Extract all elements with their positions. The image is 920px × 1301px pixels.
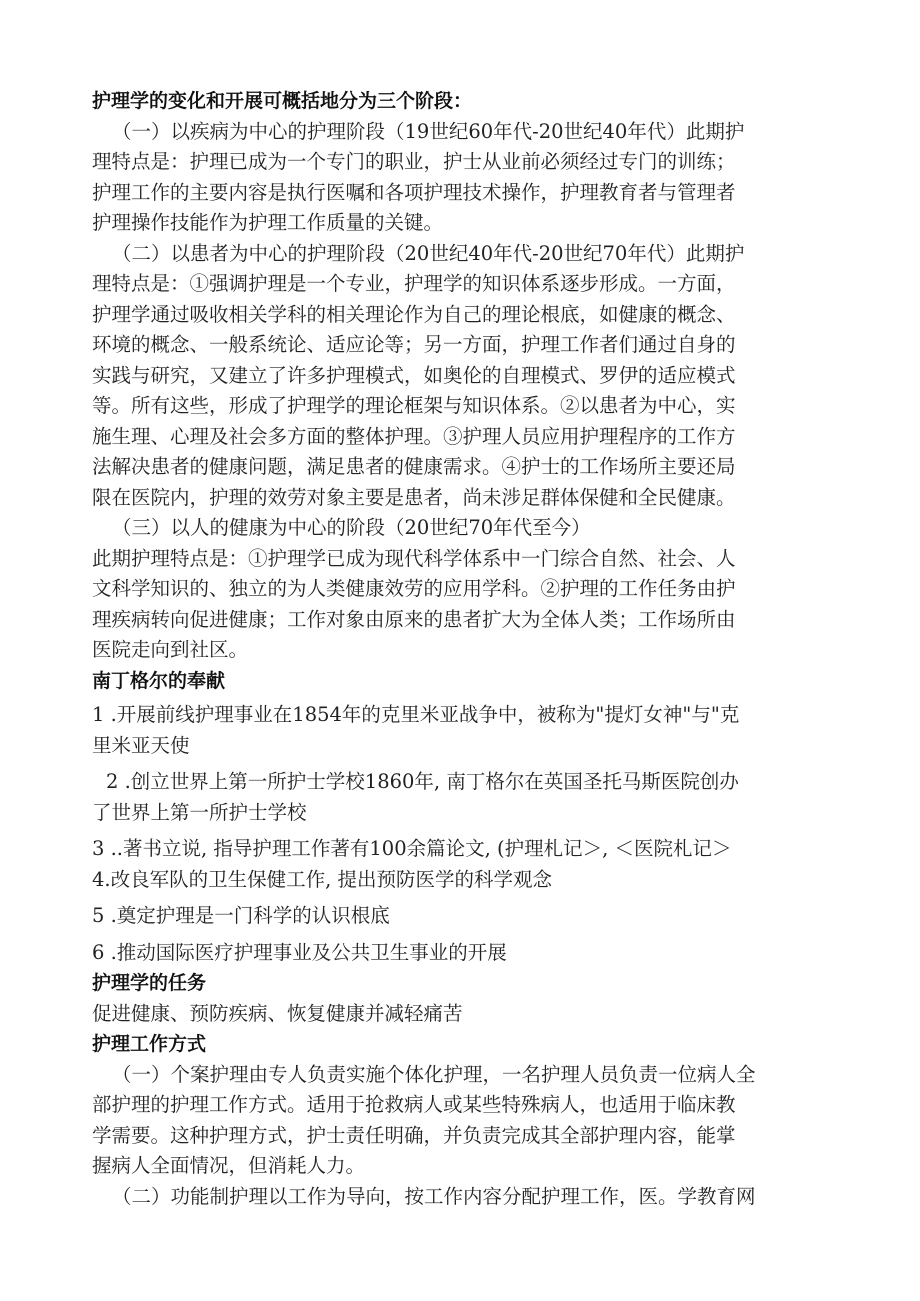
list-item-line: 了世界上第一所护士学校	[92, 800, 307, 824]
paragraph-line: （一）以疾病为中心的护理阶段（19世纪60年代-20世纪40年代）此期护	[112, 119, 745, 143]
paragraph-line: 此期护理特点是：①护理学已成为现代科学体系中一门综合自然、社会、人	[92, 546, 736, 570]
list-item-line: 1 .开展前线护理事业在1854年的克里米亚战争中，被称为"提灯女神"与"克	[92, 703, 740, 726]
paragraph-line: （三）以人的健康为中心的阶段（20世纪70年代至今）	[112, 516, 591, 539]
paragraph-line: 部护理的护理工作方式。适用于抢救病人或某些特殊病人，也适用于临床教	[92, 1093, 736, 1116]
tasks-text: 促进健康、预防疾病、恢复健康并减轻痛苦	[92, 1001, 463, 1025]
paragraph-line: 护理操作技能作为护理工作质量的关键。	[92, 211, 444, 234]
paragraph-line: 医院走向到社区。	[92, 638, 249, 661]
list-item-line: 5 .奠定护理是一门科学的认识根底	[92, 904, 390, 927]
list-item-line: 3 ..著书立说, 指导护理工作著有100余篇论文, (护理札记＞, ＜医院札记＞	[92, 837, 732, 860]
paragraph-line: 环境的概念、一般系统论、适应论等；另一方面，护理工作者们通过自身的	[92, 333, 736, 356]
paragraph-line: 施生理、心理及社会多方面的整体护理。③护理人员应用护理程序的工作方	[92, 424, 736, 448]
list-item-line: 2 .创立世界上第一所护士学校1860年, 南丁格尔在英国圣托马斯医院创办	[106, 770, 739, 793]
paragraph-line: （二）功能制护理以工作为导向，按工作内容分配护理工作，医。学教育网	[112, 1184, 756, 1208]
list-item-line: 6 .推动国际医疗护理事业及公共卫生事业的开展	[92, 940, 507, 964]
method-2-paragraph	[92, 1182, 832, 1213]
tasks-heading: 护理学的任务	[92, 972, 207, 994]
nightingale-item-6	[92, 938, 832, 969]
document-page	[92, 86, 832, 1212]
paragraph-line: 理疾病转向促进健康；工作对象由原来的患者扩大为全体人类；工作场所由	[92, 607, 736, 631]
nightingale-heading: 南丁格尔的奉献	[92, 669, 226, 692]
paragraph-line: 法解决患者的健康问题，满足患者的健康需求。④护士的工作场所主要还局	[92, 455, 736, 478]
paragraph-line: 理特点是：护理已成为一个专门的职业，护士从业前必须经过专门的训练；	[92, 150, 736, 173]
paragraph-line: 限在医院内，护理的效劳对象主要是患者，尚未涉足群体保健和全民健康。	[92, 485, 736, 509]
list-item-line: 里米亚天使	[92, 733, 190, 757]
method-1-paragraph	[92, 1060, 832, 1182]
stage-3-paragraph	[92, 513, 832, 666]
paragraph-line: 等。所有这些，形成了护理学的理论框架与知识体系。②以患者为中心，实	[92, 394, 736, 417]
nightingale-item-3	[92, 834, 832, 865]
methods-heading: 护理工作方式	[92, 1033, 207, 1055]
paragraph-line: （一）个案护理由专人负责实施个体化护理，一名护理人员负责一位病人全	[112, 1062, 756, 1086]
stage-1-paragraph	[92, 117, 832, 239]
paragraph-line: （二）以患者为中心的护理阶段（20世纪40年代-20世纪70年代）此期护	[112, 241, 745, 265]
paragraph-line: 文科学知识的、独立的为人类健康效劳的应用学科。②护理的工作任务由护	[92, 577, 736, 600]
paragraph-line: 护理工作的主要内容是执行医嘱和各项护理技术操作，护理教育者与管理者	[92, 180, 736, 204]
paragraph-line: 理特点是：①强调护理是一个专业，护理学的知识体系逐步形成。一方面，	[92, 272, 736, 295]
paragraph-line: 握病人全面情况，但消耗人力。	[92, 1154, 366, 1177]
stages-heading: 护理学的变化和开展可概括地分为三个阶段：	[92, 90, 473, 112]
stage-2-paragraph	[92, 239, 832, 514]
paragraph-line: 实践与研究，又建立了许多护理模式，如奥伦的自理模式、罗伊的适应模式	[92, 363, 736, 387]
paragraph-line: 学需要。这种护理方式，护士责任明确，并负责完成其全部护理内容，能掌	[92, 1123, 736, 1147]
nightingale-item-4	[92, 865, 832, 896]
nightingale-item-5	[92, 901, 832, 932]
list-item-line: 4.改良军队的卫生保健工作, 提出预防医学的科学观念	[92, 867, 553, 891]
nightingale-item-2	[92, 767, 832, 828]
paragraph-line: 护理学通过吸收相关学科的相关理论作为自己的理论根底，如健康的概念、	[92, 302, 736, 326]
nightingale-item-1	[92, 700, 832, 761]
